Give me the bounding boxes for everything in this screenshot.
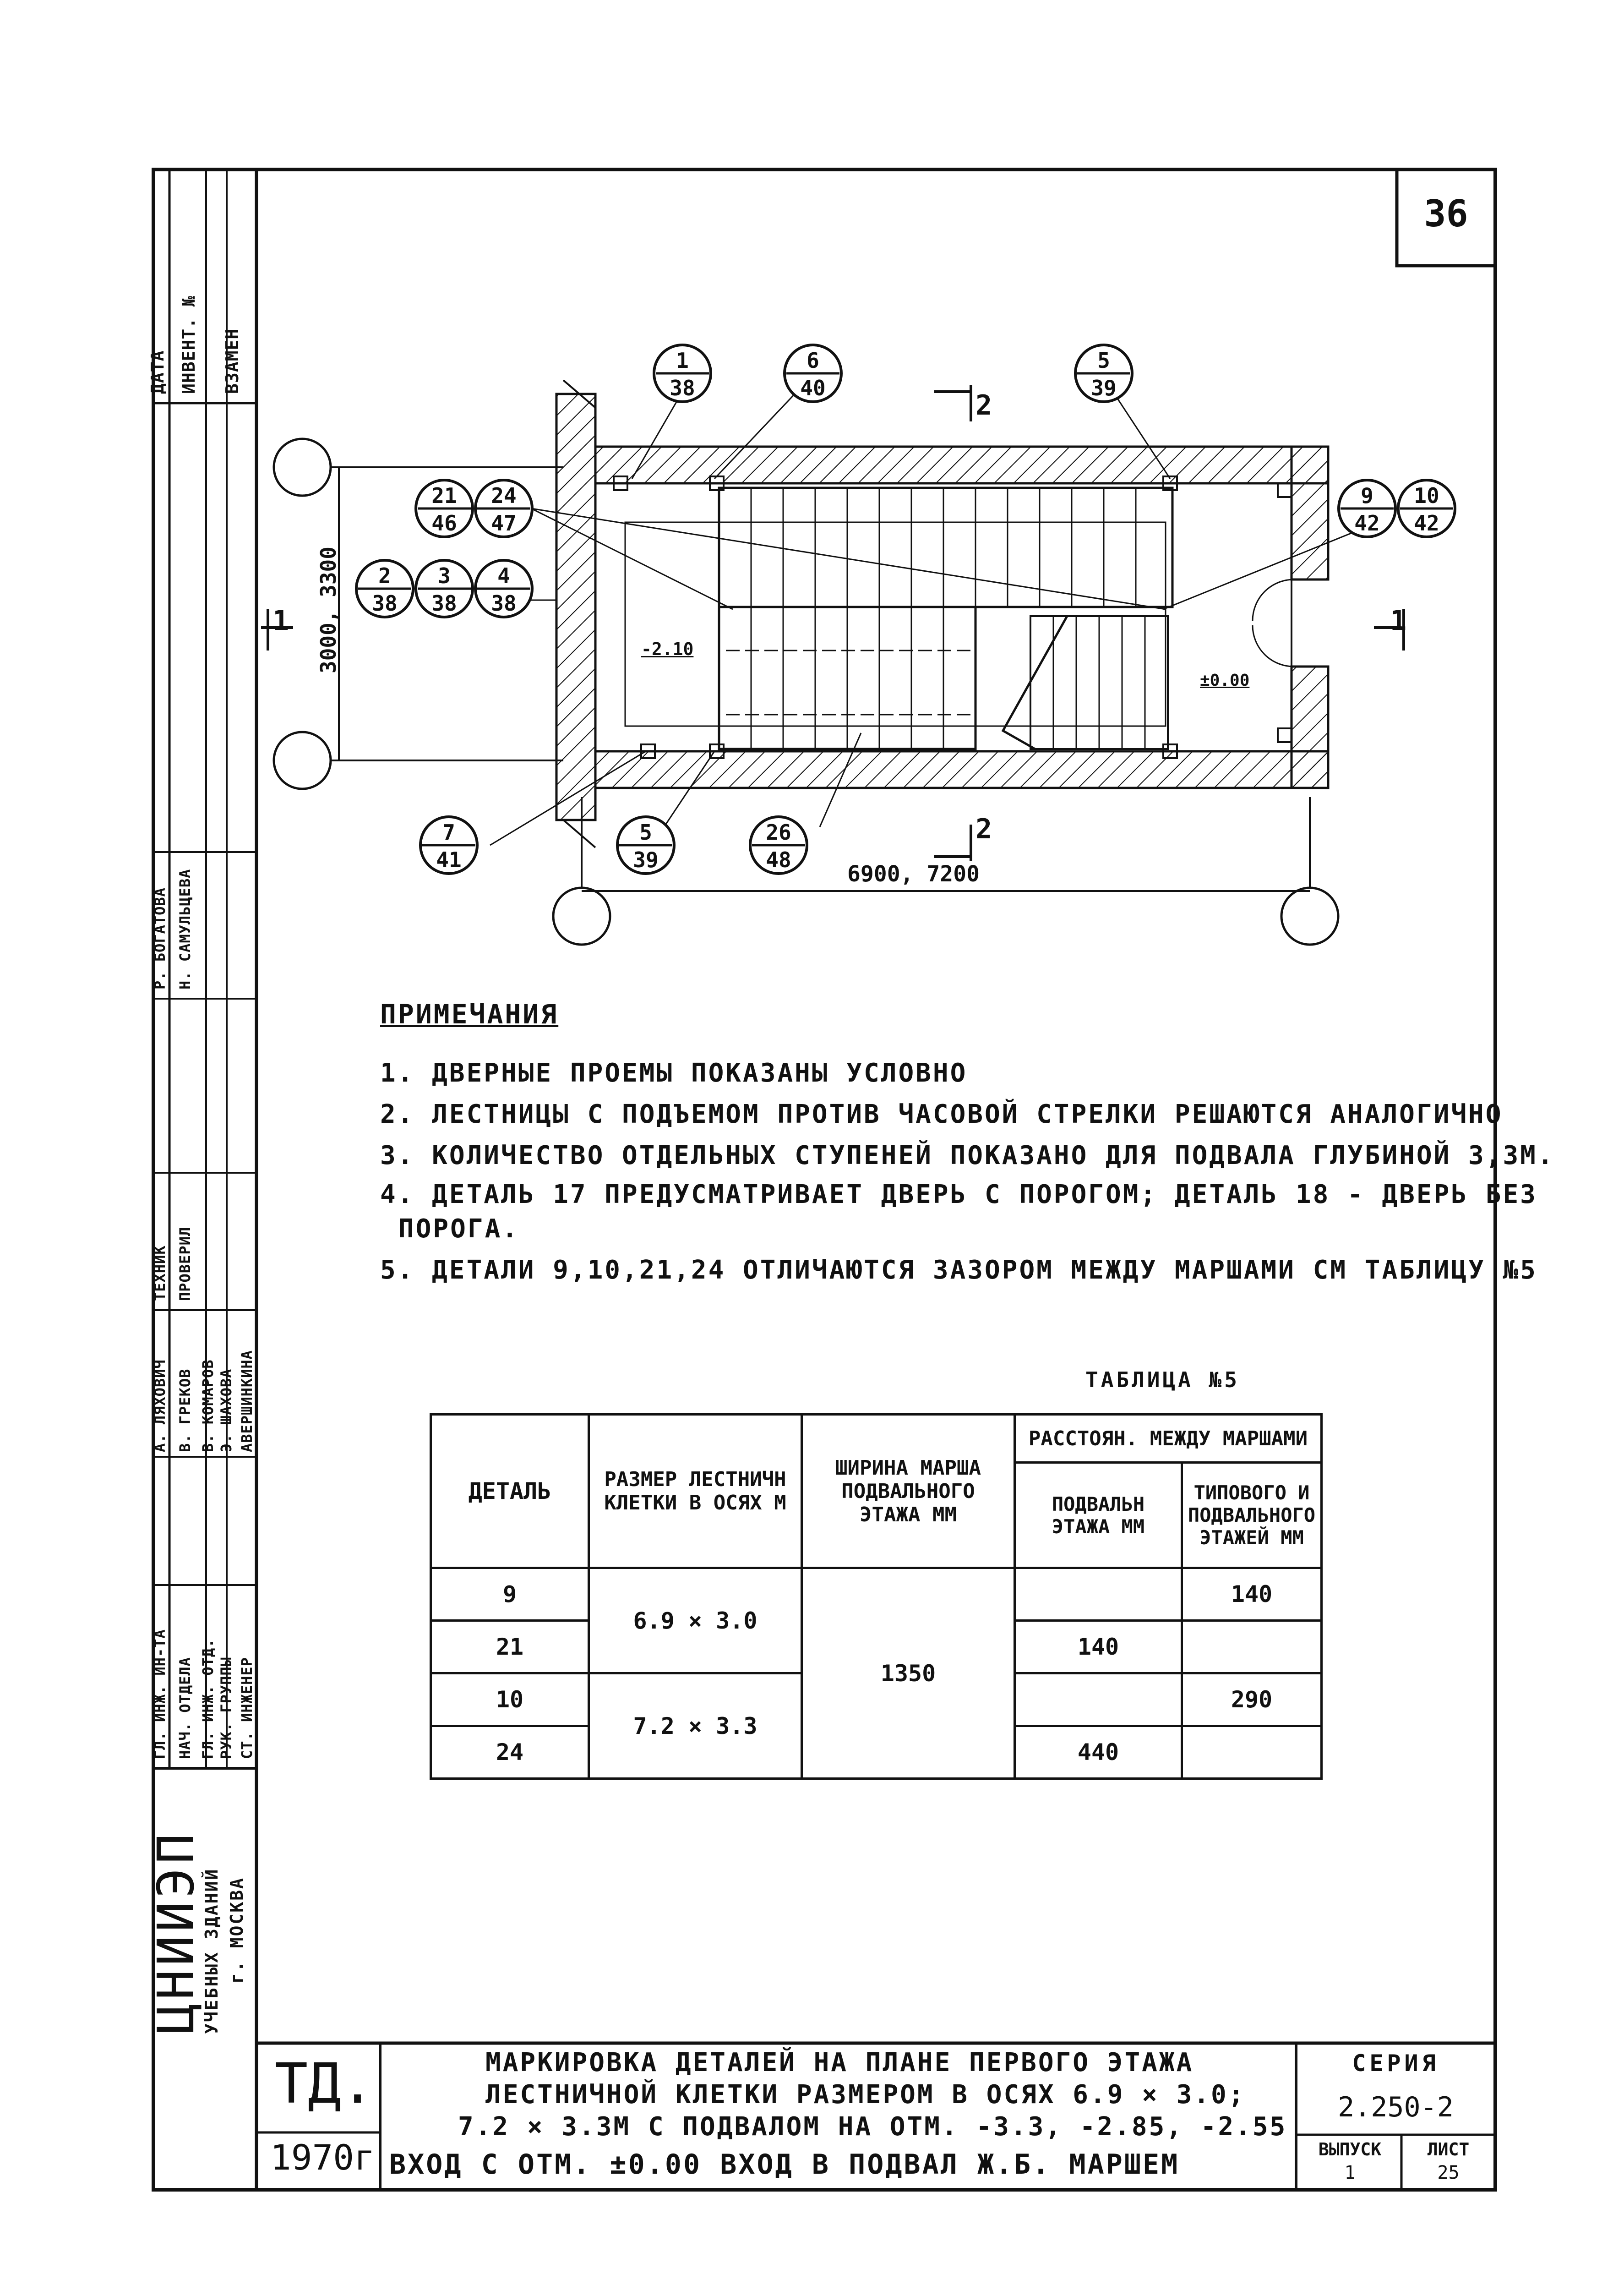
detail-callout xyxy=(1075,345,1132,402)
table-cell: 7.2 × 3.3 xyxy=(589,1673,802,1779)
callout-detail-number: 7 xyxy=(442,820,455,845)
callout-sheet-number: 38 xyxy=(431,591,457,616)
stamp-name: Э. ШАХОВА xyxy=(218,1368,235,1452)
detail-callout xyxy=(475,560,532,617)
stamp-role: ПРОВЕРИЛ xyxy=(176,1226,194,1301)
stamp-name: В. ГРЕКОВ xyxy=(176,1368,194,1452)
note-item: 2. ЛЕСТНИЦЫ С ПОДЪЕМОМ ПРОТИВ ЧАСОВОЙ СТРЕЛКИ РЕШАЮТСЯ АНАЛОГИЧНО xyxy=(380,1099,1503,1129)
callout-sheet-number: 38 xyxy=(491,591,517,616)
note-item: ПОРОГА. xyxy=(398,1214,520,1244)
callout-detail-number: 2 xyxy=(378,563,391,588)
callout-detail-number: 24 xyxy=(491,483,517,508)
callout-detail-number: 6 xyxy=(807,348,819,373)
table-cell: 10 xyxy=(431,1673,589,1726)
header-typical: ТИПОВОГО И ПОДВАЛЬНОГО ЭТАЖЕЙ ММ xyxy=(1182,1463,1322,1568)
section-mark-1-left: 1 xyxy=(272,605,289,637)
org-name: ЦНИИЭП xyxy=(147,1830,205,2034)
callout-sheet-number: 38 xyxy=(372,591,398,616)
table-cell xyxy=(1015,1673,1182,1726)
notes-heading: ПРИМЕЧАНИЯ xyxy=(380,999,559,1030)
stamp-role: ТЕХНИК xyxy=(151,1245,169,1301)
table-cell: 6.9 × 3.0 xyxy=(589,1568,802,1673)
callout-detail-number: 3 xyxy=(438,563,451,588)
callout-detail-number: 21 xyxy=(431,483,457,508)
section-mark-1-right: 1 xyxy=(1390,605,1407,637)
callout-sheet-number: 41 xyxy=(436,847,462,872)
title-line: ВХОД С ОТМ. ±0.00 ВХОД В ПОДВАЛ Ж.Б. МАРШЕМ xyxy=(389,2148,1180,2181)
detail-callout xyxy=(475,480,532,537)
issue-value: 1 xyxy=(1344,2162,1356,2183)
callout-sheet-number: 40 xyxy=(800,376,826,400)
stamp-role: ГЛ. ИНЖ. ОТД. xyxy=(199,1638,217,1759)
table-cell xyxy=(1015,1568,1182,1621)
callout-detail-number: 1 xyxy=(676,348,689,373)
detail-callout xyxy=(1339,480,1395,537)
level-ground: ±0.00 xyxy=(1200,671,1250,690)
table-cell: 9 xyxy=(431,1568,589,1621)
sheet-number: 36 xyxy=(1424,192,1468,235)
table-cell: 290 xyxy=(1182,1673,1322,1726)
details-table xyxy=(430,1413,1323,1780)
callout-detail-number: 9 xyxy=(1361,483,1373,508)
stamp-name: В. КОМАРОВ xyxy=(199,1359,217,1452)
detail-callout xyxy=(785,345,841,402)
table-cell: 24 xyxy=(431,1726,589,1779)
section-mark-2-top: 2 xyxy=(975,389,992,421)
stamp-role: НАЧ. ОТДЕЛА xyxy=(176,1657,194,1759)
callout-detail-number: 5 xyxy=(639,820,652,845)
stamp-replaces-label: ВЗАМЕН xyxy=(222,328,242,394)
stamp-role: ГЛ. ИНЖ. ИН-ТА xyxy=(151,1629,169,1759)
title-line: ЛЕСТНИЧНОЙ КЛЕТКИ РАЗМЕРОМ В ОСЯХ 6.9 × 3.0; xyxy=(485,2080,1246,2110)
detail-callout xyxy=(416,480,473,537)
callout-detail-number: 5 xyxy=(1097,348,1110,373)
table-cell xyxy=(1182,1621,1322,1673)
note-item: 1. ДВЕРНЫЕ ПРОЕМЫ ПОКАЗАНЫ УСЛОВНО xyxy=(380,1058,968,1088)
stamp-name: Р. БОГАТОВА xyxy=(151,887,169,989)
series-label: СЕРИЯ xyxy=(1352,2050,1439,2077)
stamp-role: РУК. ГРУППЫ xyxy=(218,1657,235,1759)
table-cell xyxy=(1182,1726,1322,1779)
callout-detail-number: 10 xyxy=(1414,483,1439,508)
title-line: 7.2 × 3.3М С ПОДВАЛОМ НА ОТМ. -3.3, -2.85, -2.55 xyxy=(458,2112,1287,2142)
org-subtitle: УЧЕБНЫХ ЗДАНИЙ xyxy=(202,1868,222,2034)
stamp-name: А. ЛЯХОВИЧ xyxy=(151,1359,169,1452)
table-cell: 140 xyxy=(1015,1621,1182,1673)
stamp-date-label: ДАТА xyxy=(147,350,168,394)
header-width: ШИРИНА МАРША ПОДВАЛЬНОГО ЭТАЖА ММ xyxy=(802,1415,1015,1568)
callout-sheet-number: 42 xyxy=(1414,511,1439,536)
table-cell: 21 xyxy=(431,1621,589,1673)
header-basement: ПОДВАЛЬН ЭТАЖА ММ xyxy=(1015,1463,1182,1568)
callout-sheet-number: 39 xyxy=(633,847,659,872)
table-title: ТАБЛИЦА №5 xyxy=(1085,1367,1240,1392)
detail-callout xyxy=(356,560,413,617)
detail-callout xyxy=(617,817,674,874)
header-distance: РАССТОЯН. МЕЖДУ МАРШАМИ xyxy=(1015,1415,1322,1463)
detail-callout xyxy=(1398,480,1455,537)
drawing-code: ТД. xyxy=(275,2052,374,2116)
stamp-name: АВЕРШИНКИНА xyxy=(238,1350,256,1452)
callout-sheet-number: 46 xyxy=(431,511,457,536)
dimension-horizontal: 6900, 7200 xyxy=(847,861,980,887)
sheet-value: 25 xyxy=(1437,2162,1460,2183)
stamp-name: Н. САМУЛЬЦЕВА xyxy=(176,869,194,989)
dimension-vertical: 3000, 3300 xyxy=(316,547,341,673)
note-item: 4. ДЕТАЛЬ 17 ПРЕДУСМАТРИВАЕТ ДВЕРЬ С ПОРОГОМ; ДЕТАЛЬ 18 - ДВЕРЬ БЕЗ xyxy=(380,1180,1537,1209)
table-cell: 440 xyxy=(1015,1726,1182,1779)
callout-detail-number: 26 xyxy=(766,820,791,845)
section-mark-2-bottom: 2 xyxy=(975,813,992,845)
stamp-role: СТ. ИНЖЕНЕР xyxy=(238,1657,256,1759)
title-line: МАРКИРОВКА ДЕТАЛЕЙ НА ПЛАНЕ ПЕРВОГО ЭТАЖА xyxy=(485,2048,1194,2077)
header-detail: ДЕТАЛЬ xyxy=(431,1415,589,1568)
callout-sheet-number: 42 xyxy=(1354,511,1380,536)
detail-callout xyxy=(420,817,477,874)
drawing-year: 1970г xyxy=(270,2137,375,2178)
level-basement: -2.10 xyxy=(641,639,694,659)
callout-sheet-number: 39 xyxy=(1091,376,1117,400)
table-cell: 140 xyxy=(1182,1568,1322,1621)
table-cell: 1350 xyxy=(802,1568,1015,1779)
detail-callout xyxy=(416,560,473,617)
detail-callout xyxy=(654,345,711,402)
stamp-inventory-label: ИНВЕНТ. № xyxy=(179,295,199,394)
callout-sheet-number: 48 xyxy=(766,847,791,872)
series-value: 2.250-2 xyxy=(1338,2091,1454,2123)
sheet-label: ЛИСТ xyxy=(1427,2139,1470,2159)
note-item: 5. ДЕТАЛИ 9,10,21,24 ОТЛИЧАЮТСЯ ЗАЗОРОМ МЕЖДУ МАРШАМИ СМ ТАБЛИЦУ №5 xyxy=(380,1255,1537,1285)
header-size: РАЗМЕР ЛЕСТНИЧН КЛЕТКИ В ОСЯХ М xyxy=(589,1415,802,1568)
issue-label: ВЫПУСК xyxy=(1318,2139,1382,2159)
callout-sheet-number: 38 xyxy=(670,376,695,400)
org-city: г. МОСКВА xyxy=(227,1877,247,1984)
note-item: 3. КОЛИЧЕСТВО ОТДЕЛЬНЫХ СТУПЕНЕЙ ПОКАЗАНО ДЛЯ ПОДВАЛА ГЛУБИНОЙ 3,3М. xyxy=(380,1141,1555,1170)
callout-sheet-number: 47 xyxy=(491,511,517,536)
callout-detail-number: 4 xyxy=(497,563,510,588)
detail-callout xyxy=(750,817,807,874)
